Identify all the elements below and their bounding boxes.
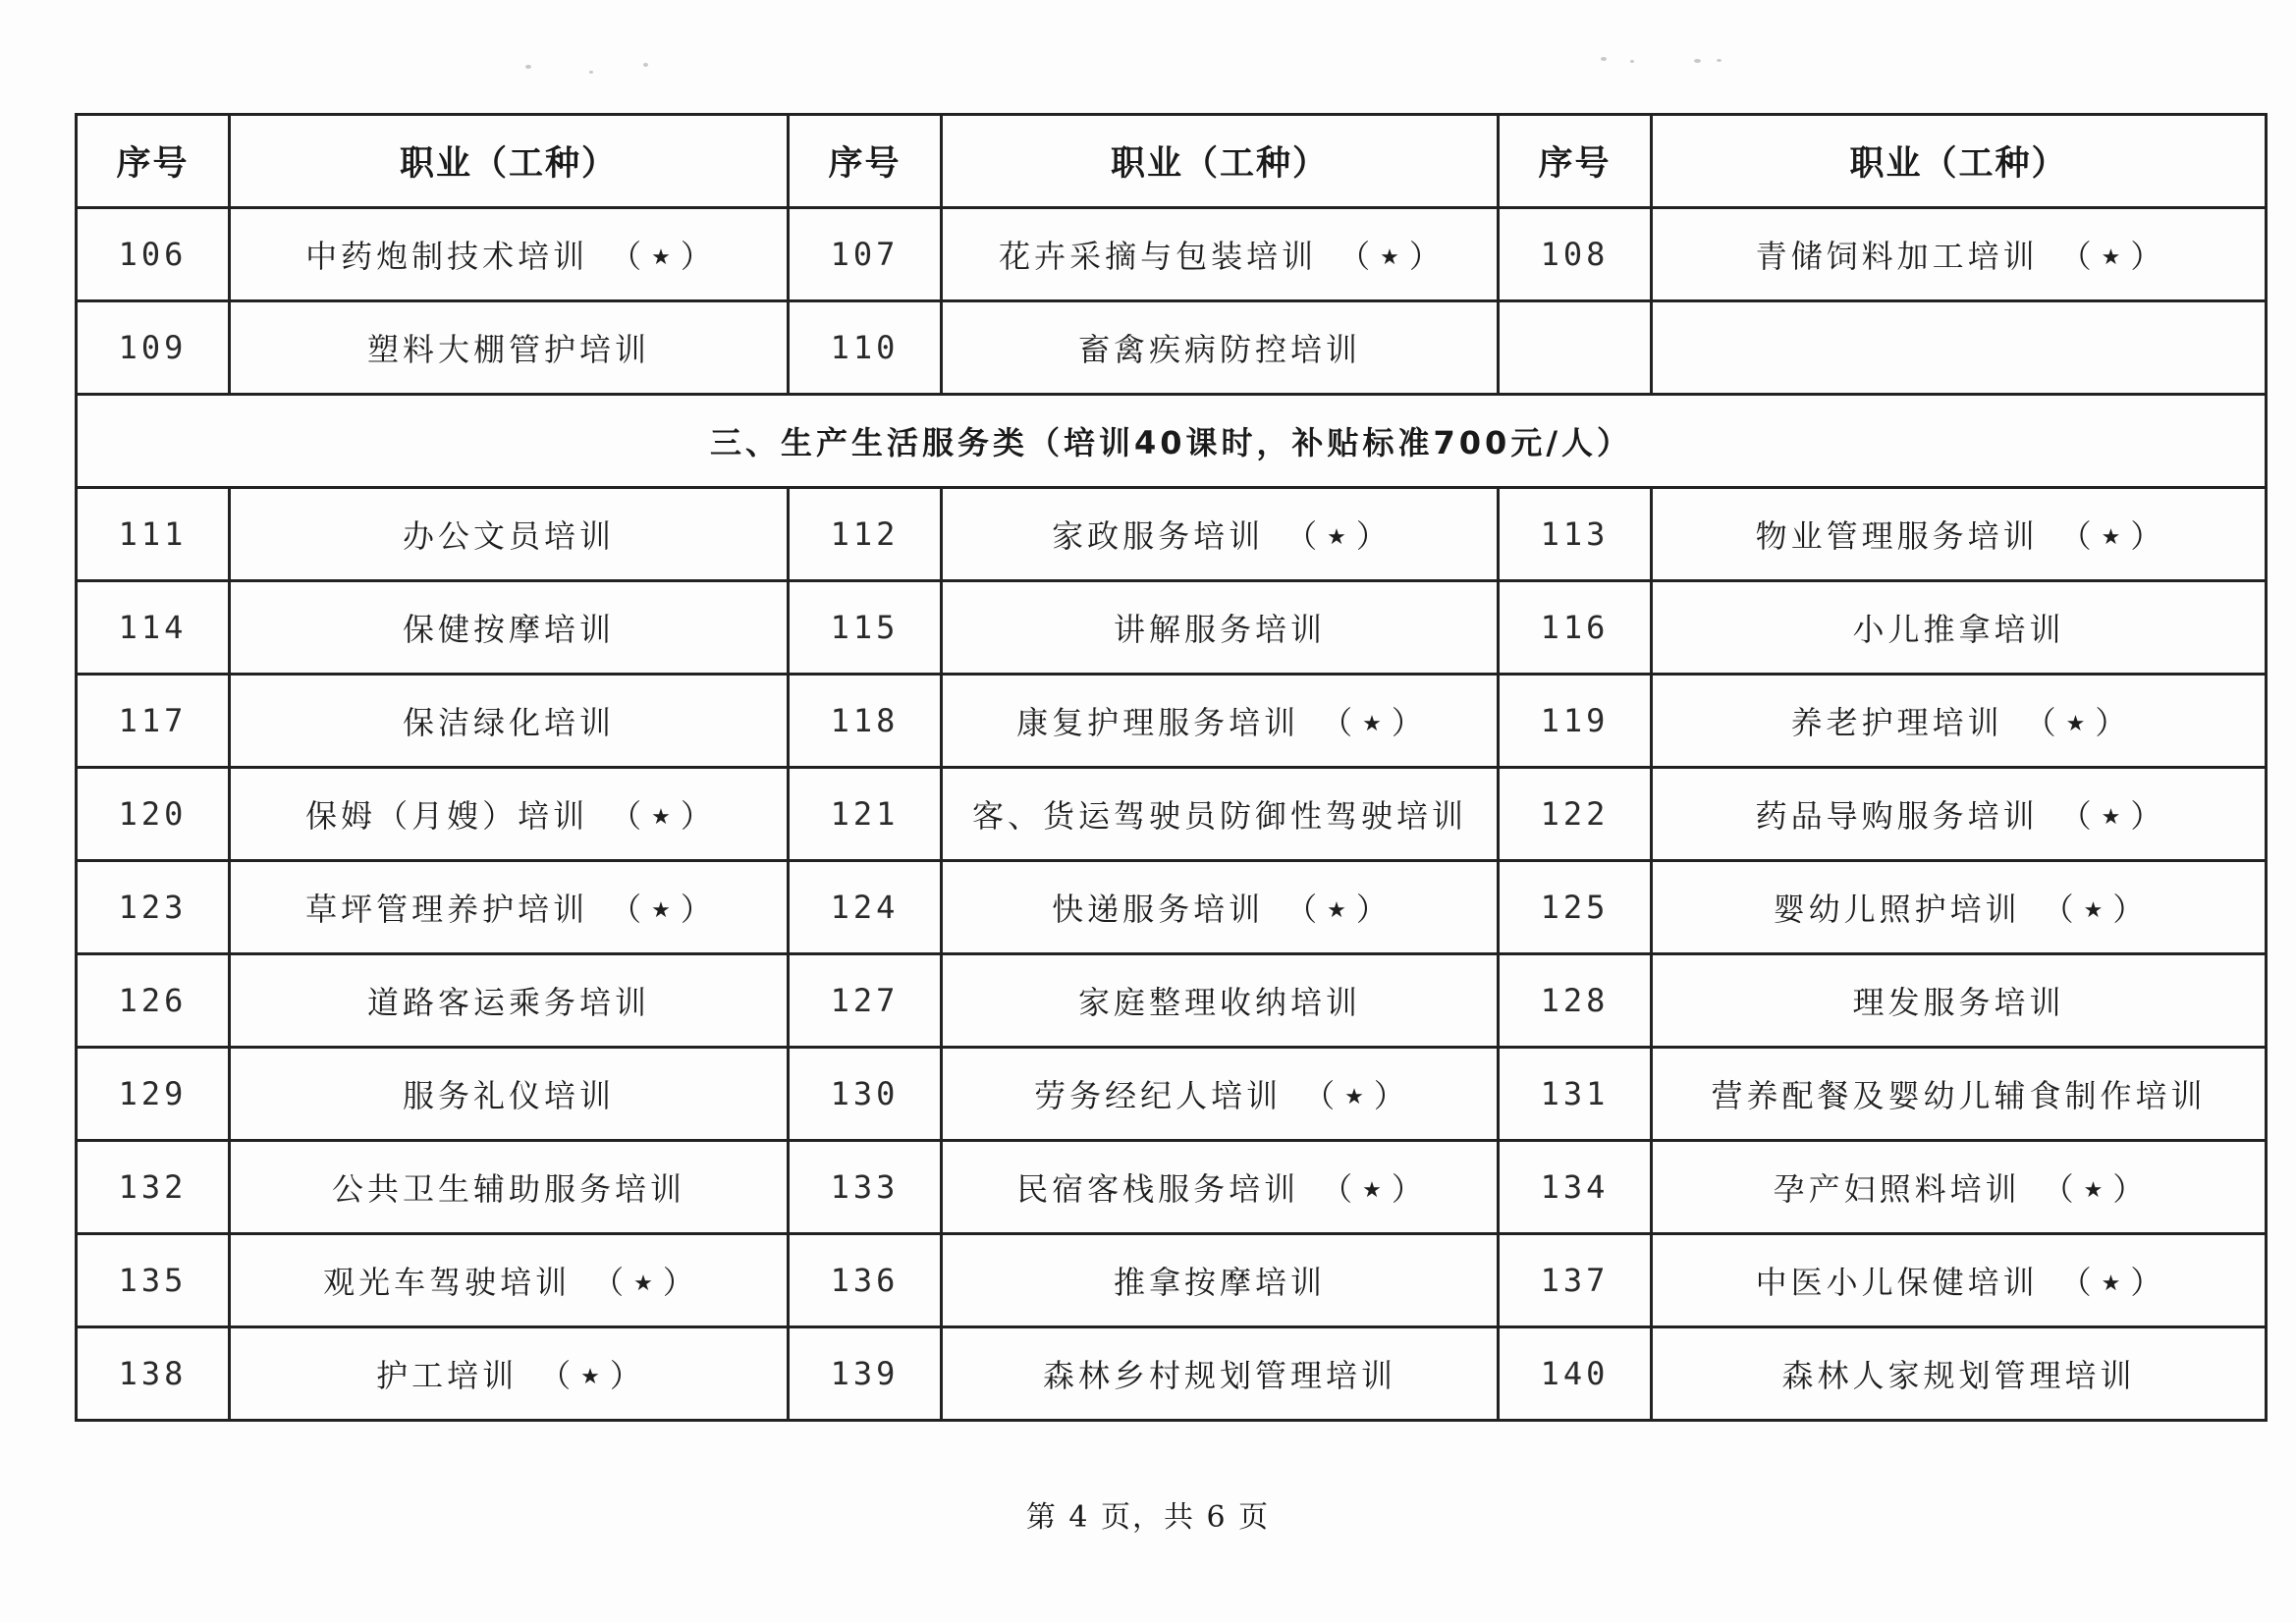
occupation-label: 中药炮制技术培训: [305, 238, 589, 275]
mark-open-paren: （: [539, 1357, 572, 1394]
occupation-label: 养老护理培训: [1790, 704, 2003, 741]
key-occupation-mark: [610, 232, 712, 277]
mark-open-paren: （: [2024, 704, 2056, 741]
key-occupation-mark: [2025, 698, 2127, 743]
occupation-name: [230, 861, 789, 954]
occupation-label: 快递服务培训: [1052, 891, 1265, 928]
occupation-name: [230, 301, 789, 395]
empty-cell: [1652, 301, 2267, 395]
serial-number: 131: [1499, 1048, 1652, 1141]
occupation-name: [942, 675, 1499, 768]
occupation-label: 民宿客栈服务培训: [1016, 1170, 1300, 1208]
star-icon: ★: [1344, 1085, 1364, 1109]
occupation-name: [230, 954, 789, 1048]
key-occupation-mark: [1339, 232, 1441, 277]
section-row: [77, 395, 2267, 488]
occupation-label: 理发服务培训: [1852, 984, 2065, 1021]
occupation-label: 塑料大棚管护培训: [366, 331, 650, 368]
serial-number: 113: [1499, 488, 1652, 581]
section-header: [77, 395, 2267, 488]
serial-number: 122: [1499, 768, 1652, 861]
serial-number: 109: [77, 301, 230, 395]
header-occupation: 职业（工种）: [942, 115, 1499, 208]
occupation-label: 公共卫生辅助服务培训: [331, 1170, 685, 1208]
star-icon: ★: [2065, 712, 2086, 736]
scan-speck: [589, 71, 593, 74]
serial-number: 133: [789, 1141, 942, 1234]
occupation-name: [942, 301, 1499, 395]
scan-speck: [1601, 57, 1607, 61]
occupation-label: 观光车驾驶培训: [323, 1264, 572, 1301]
occupation-label: 草坪管理养护培训: [305, 891, 589, 928]
key-occupation-mark: [539, 1351, 641, 1396]
occupation-name: [1652, 1141, 2267, 1234]
serial-number: 130: [789, 1048, 942, 1141]
key-occupation-mark: [1321, 698, 1423, 743]
occupation-name: [1652, 675, 2267, 768]
star-icon: ★: [633, 1271, 653, 1296]
mark-open-paren: （: [610, 891, 642, 928]
mark-open-paren: （: [1285, 891, 1318, 928]
occupation-label: 劳务经纪人培训: [1034, 1077, 1283, 1114]
mark-open-paren: （: [1321, 704, 1353, 741]
table-body-upper: [77, 208, 2267, 395]
occupation-name: [230, 1141, 789, 1234]
occupation-label: 办公文员培训: [402, 517, 615, 555]
mark-close-paren: ）: [1391, 1170, 1423, 1208]
occupation-name: [942, 208, 1499, 301]
star-icon: ★: [2101, 245, 2121, 270]
serial-number: 140: [1499, 1327, 1652, 1421]
occupation-name: [1652, 1048, 2267, 1141]
occupation-label: 药品导购服务培训: [1755, 797, 2039, 835]
scan-speck: [1717, 59, 1722, 62]
occupation-label: 婴幼儿照护培训: [1773, 891, 2021, 928]
serial-number: 108: [1499, 208, 1652, 301]
occupation-label: 物业管理服务培训: [1755, 517, 2039, 555]
occupation-name: [230, 1327, 789, 1421]
occupation-label: 康复护理服务培训: [1016, 704, 1300, 741]
serial-number: 128: [1499, 954, 1652, 1048]
table-row: [77, 581, 2267, 675]
header-occupation: 职业（工种）: [1652, 115, 2267, 208]
occupation-label: 青储饲料加工培训: [1755, 238, 2039, 275]
occupation-label: 讲解服务培训: [1113, 611, 1326, 648]
star-icon: ★: [2083, 1178, 2104, 1203]
table-row: [77, 301, 2267, 395]
scan-speck: [1630, 60, 1634, 63]
key-occupation-mark: [1321, 1164, 1423, 1210]
occupation-label: 护工培训: [376, 1357, 519, 1394]
key-occupation-mark: [2043, 885, 2145, 930]
star-icon: ★: [2101, 805, 2121, 830]
mark-open-paren: （: [2059, 238, 2092, 275]
table-row: [77, 768, 2267, 861]
serial-number: 127: [789, 954, 942, 1048]
table-row: [77, 208, 2267, 301]
serial-number: 126: [77, 954, 230, 1048]
scan-speck: [643, 63, 648, 67]
occupation-name: [942, 1234, 1499, 1327]
occupation-label: 孕产妇照料培训: [1773, 1170, 2021, 1208]
occupation-label: 森林乡村规划管理培训: [1042, 1357, 1396, 1394]
star-icon: ★: [1362, 1178, 1382, 1203]
mark-open-paren: （: [2042, 1170, 2074, 1208]
key-occupation-mark: [610, 885, 712, 930]
occupation-label: 保洁绿化培训: [402, 704, 615, 741]
mark-open-paren: （: [2059, 797, 2092, 835]
star-icon: ★: [2083, 898, 2104, 923]
occupation-name: [230, 488, 789, 581]
key-occupation-mark: [610, 791, 712, 837]
star-icon: ★: [651, 898, 671, 923]
mark-open-paren: （: [2059, 1264, 2092, 1301]
key-occupation-mark: [2060, 791, 2162, 837]
mark-close-paren: ）: [1391, 704, 1423, 741]
star-icon: ★: [651, 805, 671, 830]
mark-close-paren: ）: [662, 1264, 694, 1301]
star-icon: ★: [2101, 1271, 2121, 1296]
table-row: [77, 861, 2267, 954]
mark-open-paren: （: [1303, 1077, 1336, 1114]
mark-open-paren: （: [592, 1264, 625, 1301]
mark-close-paren: ）: [1355, 891, 1388, 928]
occupation-name: [230, 208, 789, 301]
occupation-name: [230, 675, 789, 768]
star-icon: ★: [1327, 525, 1346, 550]
mark-open-paren: （: [610, 238, 642, 275]
occupation-label: 客、货运驾驶员防御性驾驶培训: [971, 797, 1467, 835]
mark-open-paren: （: [610, 797, 642, 835]
mark-open-paren: （: [1339, 238, 1371, 275]
occupation-name: [1652, 208, 2267, 301]
occupation-name: [230, 768, 789, 861]
occupation-label: 小儿推拿培训: [1852, 611, 2065, 648]
key-occupation-mark: [1303, 1071, 1405, 1116]
mark-close-paren: ）: [2112, 891, 2145, 928]
star-icon: ★: [1380, 245, 1399, 270]
table-row: [77, 1234, 2267, 1327]
occupation-label: 保姆（月嫂）培训: [305, 797, 589, 835]
occupation-label: 道路客运乘务培训: [366, 984, 650, 1021]
serial-number: [1499, 301, 1652, 395]
key-occupation-mark: [592, 1258, 694, 1303]
key-occupation-mark: [2060, 1258, 2162, 1303]
occupation-name: [1652, 768, 2267, 861]
mark-close-paren: ）: [2130, 238, 2162, 275]
mark-close-paren: ）: [1408, 238, 1441, 275]
occupation-name: [230, 1048, 789, 1141]
occupation-label: 森林人家规划管理培训: [1781, 1357, 2136, 1394]
star-icon: ★: [1327, 898, 1346, 923]
occupation-label: 花卉采摘与包装培训: [999, 238, 1318, 275]
key-occupation-mark: [2043, 1164, 2145, 1210]
occupation-name: [230, 1234, 789, 1327]
serial-number: 107: [789, 208, 942, 301]
table-body-lower: [77, 488, 2267, 1421]
occupation-label: 中医小儿保健培训: [1755, 1264, 2039, 1301]
occupation-name: [1652, 1234, 2267, 1327]
occupation-label: 保健按摩培训: [402, 611, 615, 648]
scan-speck: [525, 65, 531, 69]
occupation-name: [942, 954, 1499, 1048]
key-occupation-mark: [1285, 512, 1388, 557]
serial-number: 134: [1499, 1141, 1652, 1234]
serial-number: 117: [77, 675, 230, 768]
serial-number: 123: [77, 861, 230, 954]
serial-number: 116: [1499, 581, 1652, 675]
occupation-name: [1652, 954, 2267, 1048]
serial-number: 114: [77, 581, 230, 675]
header-serial: 序号: [77, 115, 230, 208]
mark-close-paren: ）: [1373, 1077, 1405, 1114]
table-header-row: [77, 115, 2267, 208]
mark-close-paren: ）: [1355, 517, 1388, 555]
serial-number: 121: [789, 768, 942, 861]
header-serial: 序号: [789, 115, 942, 208]
serial-number: 115: [789, 581, 942, 675]
serial-number: 132: [77, 1141, 230, 1234]
occupation-name: [942, 581, 1499, 675]
occupation-name: [1652, 1327, 2267, 1421]
serial-number: 118: [789, 675, 942, 768]
star-icon: ★: [2101, 525, 2121, 550]
serial-number: 124: [789, 861, 942, 954]
occupation-label: 推拿按摩培训: [1113, 1264, 1326, 1301]
serial-number: 111: [77, 488, 230, 581]
star-icon: ★: [1362, 712, 1382, 736]
mark-open-paren: （: [1285, 517, 1318, 555]
serial-number: 139: [789, 1327, 942, 1421]
key-occupation-mark: [2060, 512, 2162, 557]
occupation-label: 营养配餐及婴幼儿辅食制作培训: [1711, 1077, 2207, 1114]
star-icon: ★: [580, 1365, 600, 1389]
serial-number: 112: [789, 488, 942, 581]
occupation-name: [1652, 861, 2267, 954]
mark-open-paren: （: [2042, 891, 2074, 928]
occupation-name: [942, 488, 1499, 581]
serial-number: 129: [77, 1048, 230, 1141]
key-occupation-mark: [2060, 232, 2162, 277]
scan-speck: [1694, 59, 1701, 63]
serial-number: 125: [1499, 861, 1652, 954]
serial-number: 136: [789, 1234, 942, 1327]
mark-close-paren: ）: [680, 891, 712, 928]
serial-number: 110: [789, 301, 942, 395]
serial-number: 120: [77, 768, 230, 861]
table-row: [77, 1141, 2267, 1234]
occupation-name: [1652, 581, 2267, 675]
occupation-label: 畜禽疾病防控培训: [1077, 331, 1361, 368]
mark-close-paren: ）: [2130, 1264, 2162, 1301]
star-icon: ★: [651, 245, 671, 270]
table-row: [77, 954, 2267, 1048]
occupation-table: [75, 113, 2268, 1422]
occupation-name: [942, 1327, 1499, 1421]
serial-number: 135: [77, 1234, 230, 1327]
key-occupation-mark: [1285, 885, 1388, 930]
serial-number: 119: [1499, 675, 1652, 768]
mark-open-paren: （: [1321, 1170, 1353, 1208]
serial-number: 137: [1499, 1234, 1652, 1327]
mark-close-paren: ）: [680, 238, 712, 275]
occupation-name: [1652, 488, 2267, 581]
header-serial: 序号: [1499, 115, 1652, 208]
occupation-name: [942, 768, 1499, 861]
occupation-name: [230, 581, 789, 675]
mark-close-paren: ）: [2095, 704, 2127, 741]
serial-number: 106: [77, 208, 230, 301]
mark-close-paren: ）: [609, 1357, 641, 1394]
mark-open-paren: （: [2059, 517, 2092, 555]
occupation-name: [942, 1141, 1499, 1234]
table-row: [77, 1048, 2267, 1141]
table-row: [77, 488, 2267, 581]
occupation-name: [942, 861, 1499, 954]
page-number: 第 4 页，共 6 页: [1025, 1500, 1271, 1535]
table-row: [77, 675, 2267, 768]
header-occupation: 职业（工种）: [230, 115, 789, 208]
occupation-name: [942, 1048, 1499, 1141]
occupation-label: 服务礼仪培训: [402, 1077, 615, 1114]
section-title: 三、生产生活服务类（培训40课时，补贴标准700元/人）: [77, 395, 2267, 488]
mark-close-paren: ）: [2112, 1170, 2145, 1208]
mark-close-paren: ）: [2130, 517, 2162, 555]
occupation-label: 家庭整理收纳培训: [1077, 984, 1361, 1021]
table-row: [77, 1327, 2267, 1421]
mark-close-paren: ）: [680, 797, 712, 835]
serial-number: 138: [77, 1327, 230, 1421]
mark-close-paren: ）: [2130, 797, 2162, 835]
occupation-label: 家政服务培训: [1052, 517, 1265, 555]
